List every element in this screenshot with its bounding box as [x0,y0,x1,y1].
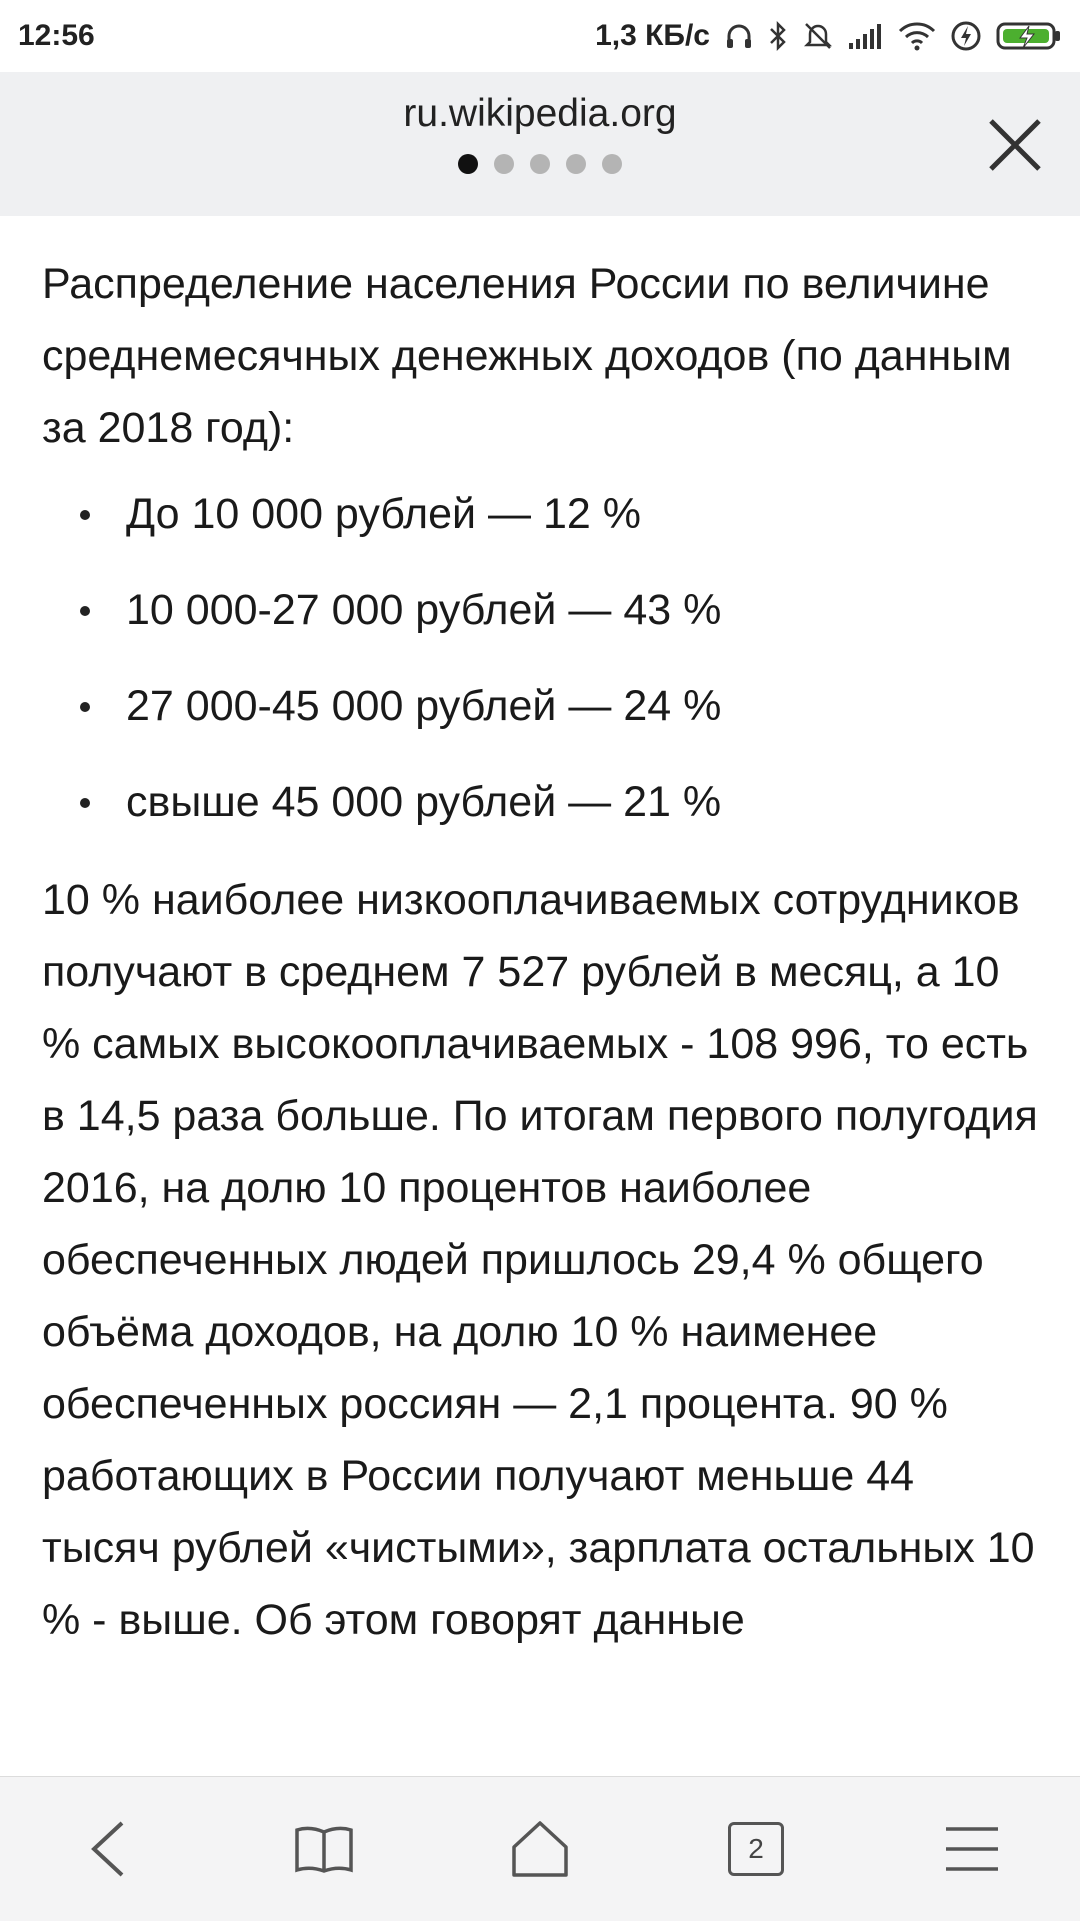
bullet-icon [80,798,90,808]
home-button[interactable] [480,1789,600,1909]
list-item-text: 27 000-45 000 рублей — 24 % [126,682,722,730]
back-arrow-icon [86,1819,130,1879]
signal-icon [848,21,884,51]
list-item-text: свыше 45 000 рублей — 21 % [126,778,722,826]
article-content[interactable] [0,216,1080,1776]
list-item [0,658,1080,754]
bullet-icon [80,510,90,520]
page-indicator [0,154,1080,174]
status-time: 12:56 [18,19,95,52]
bookmarks-button[interactable] [264,1789,384,1909]
bluetooth-icon [768,20,788,52]
close-icon [987,117,1043,173]
menu-button[interactable] [912,1789,1032,1909]
back-button[interactable] [48,1789,168,1909]
wifi-icon [898,21,936,51]
page-dot-5[interactable] [602,154,622,174]
headphones-icon [724,21,754,51]
bottom-navigation [0,1776,1080,1921]
menu-icon [944,1825,1000,1873]
list-item-text: До 10 000 рублей — 12 % [126,490,641,538]
article-paragraph: 10 % наиболее низкооплачиваемых сотрудников получают в среднем 7 527 рублей в месяц, а 10 % самых высокооплачиваемых - 108 996, то есть в 14,5 раза больше. По итогам первого полугодия 2016, на долю 10 процентов наиболее обеспеченных людей пришлось 29,4 % общего объёма доходов, на долю 10 % наименее обеспеченных россиян — 2,1 процента. 90 % работающих в России получают меньше 44 тысяч рублей «чистыми», зарплата остальных 10 % - выше. Об этом говорят данные [42,876,1038,1644]
net-speed: 1,3 КБ/с [595,19,710,52]
page-dot-2[interactable] [494,154,514,174]
book-icon [294,1824,354,1874]
tabs-button[interactable] [696,1789,816,1909]
page-dot-3[interactable] [530,154,550,174]
close-button[interactable] [980,110,1050,180]
page-url[interactable]: ru.wikipedia.org [403,92,677,135]
page-dot-1[interactable] [458,154,478,174]
bullet-icon [80,702,90,712]
bullet-icon [80,606,90,616]
home-icon [510,1819,570,1879]
list-item [0,754,1080,850]
data-saver-icon [950,20,982,52]
tabs-count: 2 [728,1822,784,1876]
list-item [0,466,1080,562]
status-icons [595,19,1062,53]
page-dot-4[interactable] [566,154,586,174]
article-intro: Распределение населения России по величине среднемесячных денежных доходов (по данным за 2018 год): [42,260,1012,452]
list-item-text: 10 000-27 000 рублей — 43 % [126,586,722,634]
battery-charging-icon [996,20,1062,52]
list-item [0,562,1080,658]
status-bar [0,0,1080,72]
income-distribution-list [0,466,1080,850]
mute-icon [802,20,834,52]
url-bar [0,72,1080,216]
